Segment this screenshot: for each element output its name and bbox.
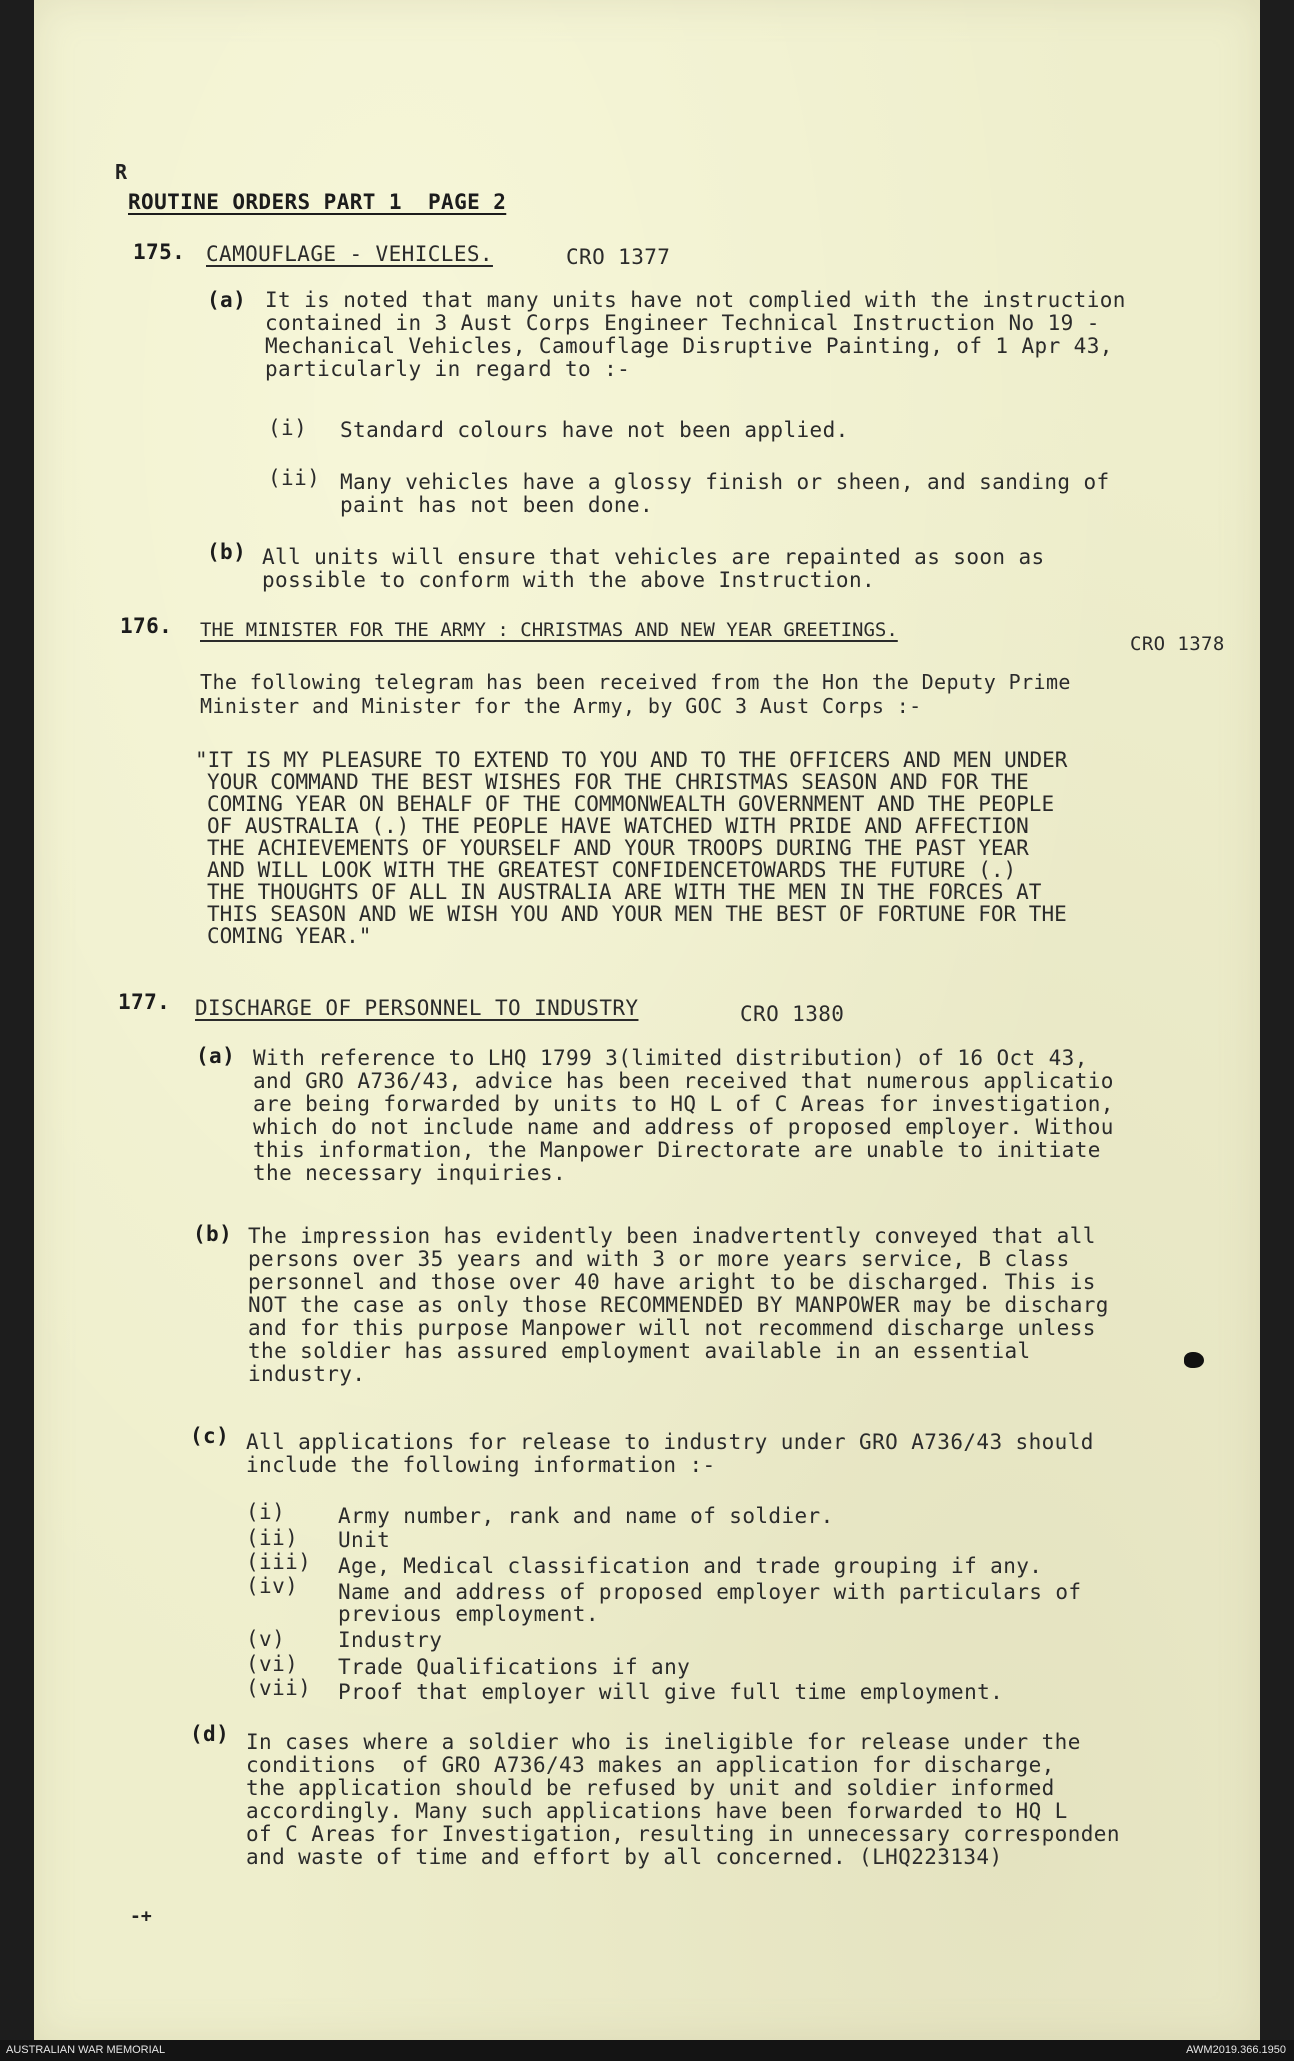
- text-line: The following telegram has been received from the Hon the Deputy Prime: [200, 670, 1071, 694]
- list-item: Proof that employer will give full time employment.: [338, 1680, 1004, 1704]
- text-line: and waste of time and effort by all concerned. (LHQ223134): [246, 1845, 1003, 1869]
- text-line: The impression has evidently been inadvertently conveyed that all: [248, 1224, 1096, 1248]
- list-item: Army number, rank and name of soldier.: [338, 1504, 834, 1528]
- text-line: include the following information :-: [246, 1453, 716, 1477]
- section-175-number: 175.: [133, 240, 186, 264]
- corner-mark: R: [115, 160, 128, 184]
- section-177-c-label: (c): [190, 1424, 230, 1448]
- section-177-number: 177.: [118, 990, 171, 1014]
- list-item: Industry: [338, 1628, 443, 1652]
- section-175-ii-label: (ii): [268, 466, 321, 490]
- text-line: possible to conform with the above Instruction.: [262, 568, 876, 592]
- list-item-label: (iv): [246, 1574, 299, 1598]
- text-line: THIS SEASON AND WE WISH YOU AND YOUR MEN THE BEST OF FORTUNE FOR THE: [207, 902, 1067, 926]
- text-line: and GRO A736/43, advice has been received that numerous applicatio: [253, 1069, 1114, 1093]
- list-item-label: (v): [246, 1627, 286, 1651]
- text-line: THE THOUGHTS OF ALL IN AUSTRALIA ARE WITH THE MEN IN THE FORCES AT: [207, 880, 1042, 904]
- text-line: COMING YEAR.": [207, 924, 372, 948]
- text-line: In cases where a soldier who is ineligible for release under the: [246, 1730, 1081, 1754]
- list-item-label: (i): [246, 1500, 286, 1524]
- list-item: Trade Qualifications if any: [338, 1655, 691, 1679]
- section-177-d-label: (d): [190, 1722, 230, 1746]
- text-line: It is noted that many units have not complied with the instruction: [265, 288, 1126, 312]
- section-175-i-text: Standard colours have not been applied.: [340, 418, 849, 442]
- section-177-b-label: (b): [193, 1222, 233, 1246]
- text-line: industry.: [248, 1362, 366, 1386]
- text-line: particularly in regard to :-: [265, 357, 631, 381]
- text-line: NOT the case as only those RECOMMENDED BY MANPOWER may be discharg: [248, 1293, 1109, 1317]
- footer-institution: AUSTRALIAN WAR MEMORIAL: [6, 2044, 166, 2056]
- ink-blot: [1184, 1352, 1204, 1368]
- text-line: conditions of GRO A736/43 makes an application for discharge,: [246, 1753, 1055, 1777]
- text-line: THE ACHIEVEMENTS OF YOURSELF AND YOUR TROOPS DURING THE PAST YEAR: [207, 836, 1029, 860]
- section-175-a-label: (a): [207, 288, 247, 312]
- text-line: Many vehicles have a glossy finish or sheen, and sanding of: [340, 470, 1110, 494]
- text-line: which do not include name and address of proposed employer. Withou: [253, 1115, 1114, 1139]
- section-176-heading: THE MINISTER FOR THE ARMY : CHRISTMAS AND NEW YEAR GREETINGS.: [200, 619, 898, 641]
- list-item-label: (iii): [246, 1550, 312, 1574]
- text-line: persons over 35 years and with 3 or more years service, B class: [248, 1247, 1070, 1271]
- text-line: Mechanical Vehicles, Camouflage Disruptive Painting, of 1 Apr 43,: [265, 334, 1113, 358]
- text-line: OF AUSTRALIA (.) THE PEOPLE HAVE WATCHED WITH PRIDE AND AFFECTION: [207, 814, 1029, 838]
- list-item: Unit: [338, 1528, 391, 1552]
- section-177-ref: CRO 1380: [740, 1002, 845, 1026]
- section-177-a-label: (a): [196, 1044, 236, 1068]
- list-item-label: (ii): [246, 1526, 299, 1550]
- section-175-ref: CRO 1377: [566, 245, 671, 269]
- footer-accession-number: AWM2019.366.1950: [1186, 2044, 1286, 2056]
- section-177-heading: DISCHARGE OF PERSONNEL TO INDUSTRY: [195, 996, 639, 1020]
- text-line: personnel and those over 40 have aright to be discharged. This is: [248, 1270, 1096, 1294]
- section-175-i-label: (i): [268, 416, 308, 440]
- list-item: Name and address of proposed employer with particulars of: [338, 1580, 1082, 1604]
- text-line: and for this purpose Manpower will not recommend discharge unless: [248, 1316, 1096, 1340]
- text-line: the soldier has assured employment available in an essential: [248, 1339, 1031, 1363]
- text-line: "IT IS MY PLEASURE TO EXTEND TO YOU AND TO THE OFFICERS AND MEN UNDER: [195, 748, 1068, 772]
- text-line: the application should be refused by unit and soldier informed: [246, 1776, 1055, 1800]
- section-175-heading: CAMOUFLAGE - VEHICLES.: [206, 242, 493, 266]
- bottom-mark: -+: [130, 1906, 152, 1927]
- archive-footer: [0, 2040, 1294, 2061]
- section-176-ref: CRO 1378: [1130, 633, 1225, 655]
- text-line: paint has not been done.: [340, 493, 654, 517]
- text-line: COMING YEAR ON BEHALF OF THE COMMONWEALTH GOVERNMENT AND THE PEOPLE: [207, 792, 1055, 816]
- section-175-b-label: (b): [207, 540, 247, 564]
- list-item-label: (vii): [246, 1676, 312, 1700]
- text-line: Minister and Minister for the Army, by GOC 3 Aust Corps :-: [200, 694, 922, 718]
- page-title: ROUTINE ORDERS PART 1 PAGE 2: [128, 190, 507, 214]
- list-item: previous employment.: [338, 1602, 599, 1626]
- text-line: AND WILL LOOK WITH THE GREATEST CONFIDENCETOWARDS THE FUTURE (.): [207, 858, 1017, 882]
- text-line: All units will ensure that vehicles are repainted as soon as: [262, 545, 1045, 569]
- text-line: of C Areas for Investigation, resulting in unnecessary corresponden: [246, 1822, 1120, 1846]
- text-line: the necessary inquiries.: [253, 1161, 567, 1185]
- text-line: accordingly. Many such applications have been forwarded to HQ L: [246, 1799, 1068, 1823]
- text-line: contained in 3 Aust Corps Engineer Technical Instruction No 19 -: [265, 311, 1100, 335]
- text-line: All applications for release to industry under GRO A736/43 should: [246, 1430, 1094, 1454]
- text-line: are being forwarded by units to HQ L of C Areas for investigation,: [253, 1092, 1114, 1116]
- text-line: With reference to LHQ 1799 3(limited distribution) of 16 Oct 43,: [253, 1046, 1088, 1070]
- text-line: YOUR COMMAND THE BEST WISHES FOR THE CHRISTMAS SEASON AND FOR THE: [207, 770, 1029, 794]
- section-176-number: 176.: [120, 614, 173, 638]
- text-line: this information, the Manpower Directorate are unable to initiate: [253, 1138, 1101, 1162]
- list-item-label: (vi): [246, 1652, 299, 1676]
- list-item: Age, Medical classification and trade grouping if any.: [338, 1554, 1043, 1578]
